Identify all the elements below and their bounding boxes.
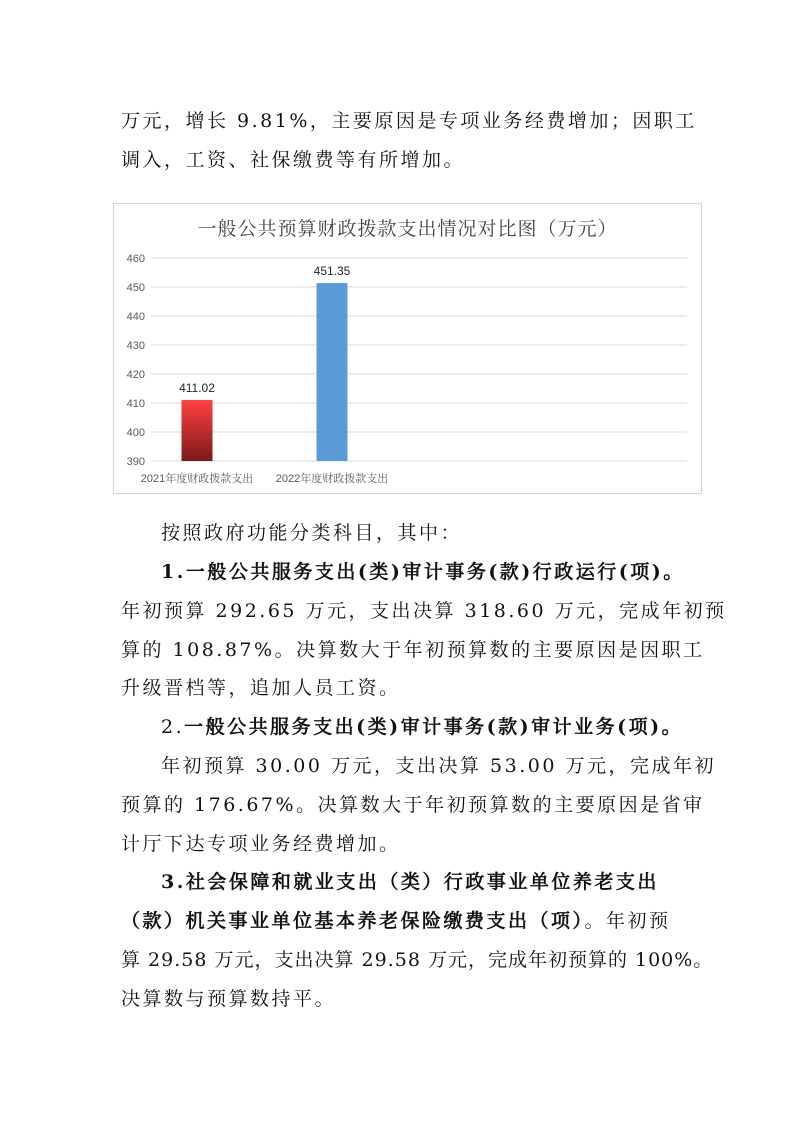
intro-line-1: 万元，增长 9.81%，主要原因是专项业务经费增加；因职工	[121, 110, 697, 132]
intro-line-2: 调入，工资、社保缴费等有所增加。	[121, 149, 466, 171]
x-tick-label: 2022年度财政拨款支出	[275, 473, 389, 485]
bar-chart	[114, 204, 701, 493]
data-label: 411.02	[179, 381, 215, 396]
item3-heading-row-2	[121, 906, 671, 933]
item2-line-2: 预算的 176.67%。决算数大于年初预算数的主要原因是省审	[121, 794, 705, 816]
y-tick-label: 440	[126, 311, 145, 323]
bar-2022	[317, 283, 348, 461]
y-tick-label: 390	[126, 456, 145, 468]
item2-heading-row	[161, 712, 683, 739]
item3-heading-line-2: （款）机关事业单位基本养老保险缴费支出（项）	[121, 910, 585, 932]
item3-text-tail: 。年初预	[584, 910, 671, 932]
item3-heading-line-1: 3.社会保障和就业支出（类）行政事业单位养老支出	[161, 871, 659, 893]
item2-heading: 一般公共服务支出(类)审计事务(款)审计业务(项)。	[184, 716, 684, 738]
y-tick-label: 410	[126, 398, 145, 410]
bar-2021	[182, 400, 213, 461]
item3-line-4: 决算数与预算数持平。	[121, 988, 337, 1010]
y-tick-label: 420	[126, 369, 145, 381]
item3-line-3: 算 29.58 万元，支出决算 29.58 万元，完成年初预算的 100%。	[121, 949, 714, 971]
y-tick-label: 430	[126, 340, 145, 352]
y-tick-label: 400	[126, 427, 145, 439]
y-tick-label: 450	[126, 282, 145, 294]
chart-container	[113, 203, 702, 494]
item2-line-1: 年初预算 30.00 万元，支出决算 53.00 万元，完成年初	[161, 755, 716, 777]
item1-line-1: 年初预算 292.65 万元，支出决算 318.60 万元，完成年初预	[121, 600, 727, 622]
x-tick-label: 2021年度财政拨款支出	[140, 473, 254, 485]
item1-line-2: 算的 108.87%。决算数大于年初预算数的主要原因是因职工	[121, 639, 705, 661]
item1-line-3: 升级晋档等，追加人员工资。	[121, 677, 401, 699]
classification-text: 按照政府功能分类科目，其中：	[161, 522, 463, 544]
y-tick-label: 460	[126, 253, 145, 265]
item2-number: 2.	[161, 716, 185, 738]
item1-heading: 1.一般公共服务支出(类)审计事务(款)行政运行(项)。	[161, 561, 685, 583]
data-label: 451.35	[313, 264, 351, 279]
item2-line-3: 计厅下达专项业务经费增加。	[121, 833, 401, 855]
chart-title: 一般公共预算财政拨款支出情况对比图（万元）	[197, 218, 618, 240]
